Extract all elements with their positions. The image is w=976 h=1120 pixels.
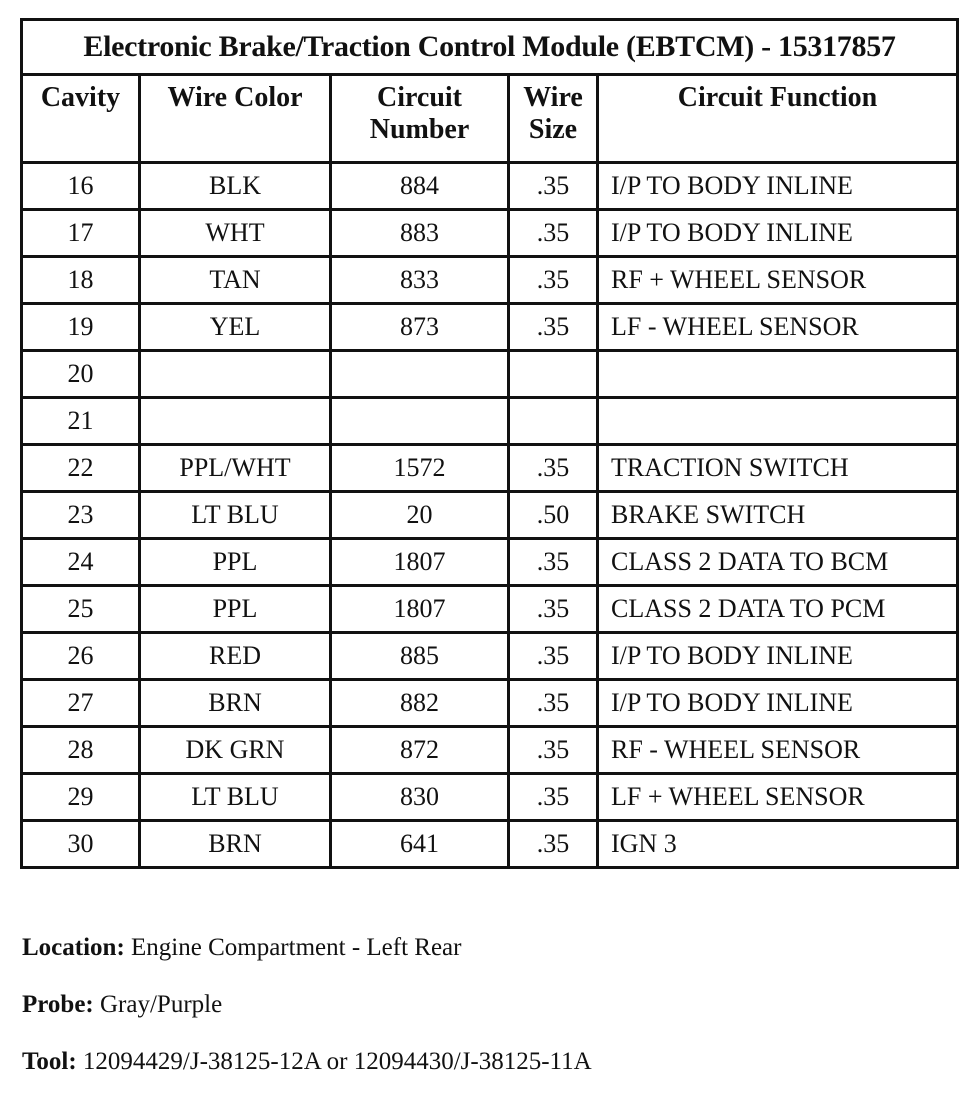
wire-size-cell: .35	[509, 727, 598, 774]
wire-color-cell: RED	[140, 633, 331, 680]
table-row	[22, 398, 958, 445]
wire-color-cell: BRN	[140, 821, 331, 868]
wire-color-cell: PPL	[140, 539, 331, 586]
header-cavity-line: Cavity	[40, 82, 121, 113]
cavity-cell: 17	[22, 210, 140, 257]
wire-size-cell: .35	[509, 210, 598, 257]
circuit-number-cell	[331, 398, 509, 445]
circuit-function-cell: I/P TO BODY INLINE	[598, 210, 958, 257]
circuit-function-cell: I/P TO BODY INLINE	[598, 680, 958, 727]
location-value: Engine Compartment - Left Rear	[131, 934, 462, 961]
table-row	[22, 680, 958, 727]
cavity-cell: 30	[22, 821, 140, 868]
header-row	[22, 75, 958, 163]
circuit-number-cell: 873	[331, 304, 509, 351]
wire-size-cell: .35	[509, 633, 598, 680]
circuit-function-cell: RF - WHEEL SENSOR	[598, 727, 958, 774]
cavity-cell: 28	[22, 727, 140, 774]
circuit-function-cell: BRAKE SWITCH	[598, 492, 958, 539]
wire-color-cell	[140, 351, 331, 398]
circuit-number-cell: 1807	[331, 586, 509, 633]
wire-size-cell: .35	[509, 445, 598, 492]
cavity-cell: 18	[22, 257, 140, 304]
table-title: Electronic Brake/Traction Control Module (EBTCM) - 15317857	[22, 20, 958, 75]
table-row	[22, 539, 958, 586]
circuit-function-cell: LF + WHEEL SENSOR	[598, 774, 958, 821]
circuit-number-cell: 833	[331, 257, 509, 304]
header-wire-color-line: Wire Color	[167, 82, 303, 113]
table-row	[22, 445, 958, 492]
wire-color-cell: BRN	[140, 680, 331, 727]
table-row	[22, 257, 958, 304]
circuit-number-cell: 1572	[331, 445, 509, 492]
circuit-function-cell: CLASS 2 DATA TO BCM	[598, 539, 958, 586]
table-row	[22, 821, 958, 868]
wire-color-cell: BLK	[140, 163, 331, 210]
circuit-function-cell: CLASS 2 DATA TO PCM	[598, 586, 958, 633]
circuit-number-cell: 882	[331, 680, 509, 727]
wire-size-cell: .35	[509, 304, 598, 351]
wire-color-cell: PPL/WHT	[140, 445, 331, 492]
table-row	[22, 163, 958, 210]
cavity-cell: 27	[22, 680, 140, 727]
header-circuit-function-line: Circuit Function	[677, 82, 878, 113]
wire-size-cell: .35	[509, 680, 598, 727]
circuit-number-cell: 1807	[331, 539, 509, 586]
circuit-function-cell: I/P TO BODY INLINE	[598, 163, 958, 210]
cavity-cell: 26	[22, 633, 140, 680]
circuit-number-cell: 830	[331, 774, 509, 821]
location-line	[22, 934, 461, 962]
header-wire-color	[140, 75, 331, 163]
wire-color-cell: LT BLU	[140, 492, 331, 539]
probe-value: Gray/Purple	[100, 991, 223, 1018]
table-row	[22, 586, 958, 633]
cavity-cell: 21	[22, 398, 140, 445]
header-wire-size-line-1: Wire	[523, 82, 583, 113]
tool-line	[22, 1048, 592, 1076]
wire-size-cell: .35	[509, 257, 598, 304]
cavity-cell: 25	[22, 586, 140, 633]
wire-color-cell: YEL	[140, 304, 331, 351]
circuit-function-cell	[598, 398, 958, 445]
table-row	[22, 774, 958, 821]
circuit-number-cell: 884	[331, 163, 509, 210]
table-row	[22, 210, 958, 257]
wire-size-cell: .50	[509, 492, 598, 539]
wire-size-cell	[509, 351, 598, 398]
wire-color-cell: TAN	[140, 257, 331, 304]
wire-color-cell: WHT	[140, 210, 331, 257]
wire-color-cell	[140, 398, 331, 445]
circuit-function-cell: RF + WHEEL SENSOR	[598, 257, 958, 304]
probe-line	[22, 991, 222, 1019]
header-circuit-number-line-2: Number	[369, 114, 470, 145]
table-row	[22, 351, 958, 398]
table-row	[22, 492, 958, 539]
wire-size-cell: .35	[509, 821, 598, 868]
circuit-number-cell: 885	[331, 633, 509, 680]
location-label: Location:	[22, 934, 125, 961]
header-wire-size	[509, 75, 598, 163]
table-row	[22, 727, 958, 774]
table-row	[22, 633, 958, 680]
table-row	[22, 304, 958, 351]
circuit-function-cell: LF - WHEEL SENSOR	[598, 304, 958, 351]
probe-label: Probe:	[22, 991, 94, 1018]
header-circuit-number-line-1: Circuit	[376, 82, 463, 113]
wire-color-cell: PPL	[140, 586, 331, 633]
circuit-function-cell: TRACTION SWITCH	[598, 445, 958, 492]
header-circuit-function	[598, 75, 958, 163]
connector-table	[20, 18, 959, 869]
wire-size-cell: .35	[509, 163, 598, 210]
cavity-cell: 24	[22, 539, 140, 586]
circuit-number-cell: 883	[331, 210, 509, 257]
circuit-number-cell	[331, 351, 509, 398]
circuit-number-cell: 872	[331, 727, 509, 774]
table-body	[22, 163, 958, 868]
cavity-cell: 29	[22, 774, 140, 821]
header-wire-size-line-2: Size	[528, 114, 578, 145]
tool-value: 12094429/J-38125-12A or 12094430/J-38125-11A	[82, 1048, 592, 1075]
circuit-function-cell: I/P TO BODY INLINE	[598, 633, 958, 680]
cavity-cell: 19	[22, 304, 140, 351]
wire-size-cell: .35	[509, 774, 598, 821]
header-circuit-number	[331, 75, 509, 163]
cavity-cell: 20	[22, 351, 140, 398]
header-cavity	[22, 75, 140, 163]
wire-size-cell: .35	[509, 586, 598, 633]
tool-label: Tool:	[22, 1048, 77, 1075]
circuit-function-cell: IGN 3	[598, 821, 958, 868]
wire-color-cell: DK GRN	[140, 727, 331, 774]
wire-color-cell: LT BLU	[140, 774, 331, 821]
cavity-cell: 22	[22, 445, 140, 492]
wire-size-cell: .35	[509, 539, 598, 586]
circuit-number-cell: 641	[331, 821, 509, 868]
circuit-function-cell	[598, 351, 958, 398]
cavity-cell: 23	[22, 492, 140, 539]
wire-size-cell	[509, 398, 598, 445]
circuit-number-cell: 20	[331, 492, 509, 539]
cavity-cell: 16	[22, 163, 140, 210]
